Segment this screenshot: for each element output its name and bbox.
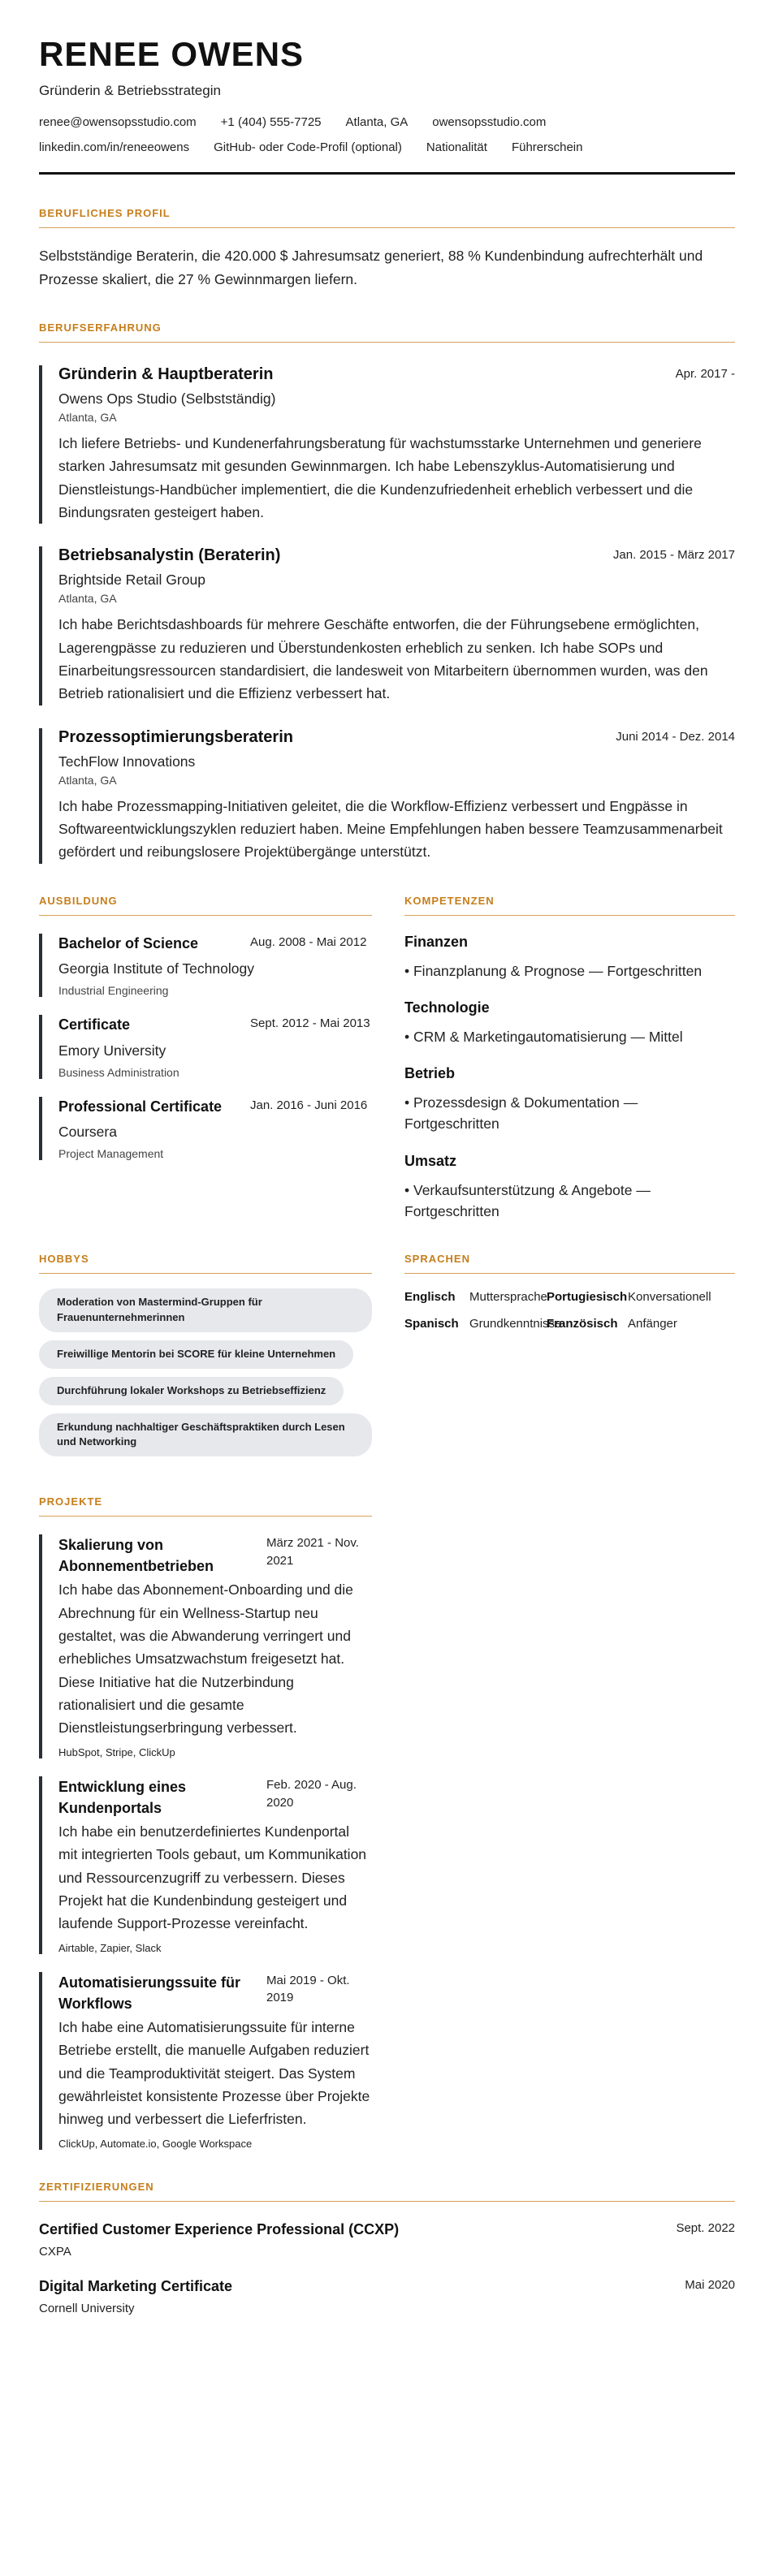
project-description: Ich habe ein benutzerdefiniertes Kundenportal mit integrierten Tools gebaut, um Kommunikation und Ressourcenzugriff zu verbessern. Dieses Projekt hat die Kundenbindung gesteigert und laufende Support-Prozesse vereinfacht. [58, 1823, 367, 1932]
languages-column [404, 1222, 735, 1465]
job-company: TechFlow Innovations [58, 753, 196, 770]
hobbies-column [39, 1222, 372, 1465]
edu-degree: Bachelor of Science [58, 934, 199, 951]
language-level: Anfänger [628, 1317, 677, 1331]
education-item [39, 934, 372, 998]
job-title: Betriebsanalystin (Beraterin) [58, 546, 281, 565]
edu-date: Aug. 2008 - Mai 2012 [250, 934, 367, 949]
job-date: Jan. 2015 - März 2017 [612, 548, 735, 563]
project-description: Ich habe das Abonnement-Onboarding und die Abrechnung für ein Wellness-Startup neu gestaltet, was die Abwanderung verringert und erhebliches Umsatzwachstum freigesetzt hat. Diese Initiative hat die Nutzerbindung rationalisiert und die gesamte Dienstleistungserbringung verbessert. [58, 1581, 353, 1737]
hobby-tag: Erkundung nachhaltiger Geschäftspraktiken durch Lesen und Networking [39, 1413, 372, 1457]
language-name: Spanisch [404, 1317, 459, 1331]
project-date: Feb. 2020 - Aug. 2020 [266, 1777, 357, 1810]
language-name: Portugiesisch [547, 1290, 628, 1305]
project-title: Automatisierungssuite für Workflows [58, 1974, 241, 2012]
experience-item [39, 728, 735, 864]
section-title-projects: PROJEKTE [39, 1495, 372, 1517]
hobby-tag: Moderation von Mastermind-Gruppen für Frauenunternehmerinnen [39, 1288, 372, 1332]
project-date: März 2021 - Nov. 2021 [266, 1536, 359, 1568]
education-column [39, 864, 372, 1223]
project-title: Skalierung von Abonnementbetrieben [58, 1537, 214, 1575]
project-item [39, 1972, 372, 2150]
language-name: Englisch [404, 1290, 456, 1305]
linkedin-link[interactable]: linkedin.com/in/reneeowens [39, 140, 190, 155]
section-title-hobbies: HOBBYS [39, 1253, 372, 1274]
job-location: Atlanta, GA [58, 592, 117, 606]
nationality-text: Nationalität [426, 140, 487, 155]
cert-name: Digital Marketing Certificate [39, 2277, 233, 2294]
job-company: Owens Ops Studio (Selbstständig) [58, 390, 276, 407]
project-item [39, 1776, 372, 1954]
education-item [39, 1097, 372, 1161]
project-date: Mai 2019 - Okt. 2019 [266, 1973, 350, 2005]
language-grid [404, 1290, 735, 1331]
section-title-experience: BERUFSERFAHRUNG [39, 321, 735, 343]
skill-item: • CRM & Marketingautomatisierung — Mittel [404, 1028, 683, 1045]
job-description: Ich liefere Betriebs- und Kundenerfahrungsberatung für wachstumsstarke Unternehmen und generiere starken Jahresumsatz mit gesunden Gewinnmargen. Ich habe Lebenszyklus-Automatisierung und Dienstleistungs-Handbücher implementiert, die die Kundenzufriedenheit erheblich verbessert und die Bindungsraten gesteigert haben. [58, 434, 702, 520]
skill-item: • Verkaufsunterstützung & Angebote — Fortgeschritten [404, 1181, 651, 1219]
phone-text: +1 (404) 555-7725 [220, 115, 322, 130]
website-link[interactable]: owensopsstudio.com [432, 115, 547, 130]
profile-summary: Selbstständige Beraterin, die 420.000 $ Jahresumsatz generiert, 88 % Kundenbindung aufrechterhält und Prozesse skaliert, die 27 % Gewinnmargen liefern. [39, 248, 703, 287]
section-title-skills: KOMPETENZEN [404, 895, 735, 916]
hobby-tag: Durchführung lokaler Workshops zu Betriebseffizienz [39, 1377, 344, 1405]
project-tech: ClickUp, Automate.io, Google Workspace [58, 2137, 253, 2150]
project-item [39, 1534, 372, 1758]
cert-date: Mai 2020 [685, 2277, 735, 2292]
project-description: Ich habe eine Automatisierungssuite für interne Betriebe erstellt, die manuelle Aufgaben reduziert und die Teamproduktivität steigert. Das System gewährleistet konsistente Prozesse über Projekte hinweg und verbessert die Lieferfristen. [58, 2018, 370, 2128]
contact-row [39, 115, 735, 129]
experience-item [39, 546, 735, 705]
skill-item: • Finanzplanung & Prognose — Fortgeschritten [404, 962, 703, 979]
edu-degree: Certificate [58, 1016, 131, 1033]
cert-issuer: CXPA [39, 2244, 71, 2259]
experience-list [39, 365, 735, 864]
job-description: Ich habe Prozessmapping-Initiativen geleitet, die die Workflow-Effizienz verbessert und Engpässe in Softwareentwicklungszyklen reduziert haben. Meine Empfehlungen haben bessere Teamzusammenarbeit gefördert und reibungslosere Projektübergänge unterstützt. [58, 797, 723, 861]
job-company: Brightside Retail Group [58, 572, 205, 589]
email-link[interactable]: renee@owensopsstudio.com [39, 115, 197, 130]
experience-item [39, 365, 735, 524]
project-title: Entwicklung eines Kundenportals [58, 1778, 187, 1816]
edu-field: Project Management [58, 1147, 164, 1161]
edu-degree: Professional Certificate [58, 1098, 223, 1115]
section-title-profile: BERUFLICHES PROFIL [39, 207, 735, 228]
cert-issuer: Cornell University [39, 2301, 135, 2315]
skills-column [404, 864, 735, 1223]
location-text: Atlanta, GA [345, 115, 409, 130]
language-level: Konversationell [628, 1290, 711, 1305]
project-tech: Airtable, Zapier, Slack [58, 1941, 162, 1954]
projects-column [39, 1495, 372, 2149]
header-divider [39, 172, 735, 175]
edu-date: Sept. 2012 - Mai 2013 [250, 1016, 370, 1031]
cert-date: Sept. 2022 [676, 2220, 735, 2235]
cert-name: Certified Customer Experience Professional (CCXP) [39, 2220, 400, 2237]
section-title-languages: SPRACHEN [404, 1253, 735, 1274]
certification-item [39, 2221, 735, 2259]
job-description: Ich habe Berichtsdashboards für mehrere Geschäfte entworfen, die der Führungsebene ermöglichten, Lagerengpässe zu reduzieren und Überstundenkosten erheblich zu senken. Ich habe SOPs und Einarbeitungsressourcen standardisiert, die landesweit von Mitarbeitern übernommen wurden, was den Betrieb rationalisiert und die Effizienz verbessert hat. [58, 616, 708, 702]
candidate-name: RENEE OWENS [39, 35, 305, 73]
edu-date: Jan. 2016 - Juni 2016 [250, 1098, 368, 1112]
contact-row-secondary [39, 140, 735, 154]
edu-school: Coursera [58, 1124, 117, 1141]
hobby-tag: Freiwillige Mentorin bei SCORE für kleine Unternehmen [39, 1340, 353, 1369]
edu-field: Industrial Engineering [58, 984, 169, 998]
job-date: Apr. 2017 - [675, 366, 735, 381]
hobbies-languages-row [39, 1222, 735, 1465]
skill-category: Technologie [404, 999, 490, 1016]
job-date: Juni 2014 - Dez. 2014 [616, 729, 735, 744]
skill-category: Umsatz [404, 1152, 457, 1169]
language-level: Muttersprache [469, 1290, 547, 1305]
skill-item: • Prozessdesign & Dokumentation — Fortgeschritten [404, 1094, 638, 1133]
job-title: Prozessoptimierungsberaterin [58, 727, 293, 746]
project-tech: HubSpot, Stripe, ClickUp [58, 1745, 175, 1758]
job-title: Gründerin & Hauptberaterin [58, 365, 274, 383]
job-location: Atlanta, GA [58, 773, 117, 787]
skill-category: Finanzen [404, 933, 469, 950]
education-skills-row [39, 864, 735, 1223]
language-name: Französisch [547, 1317, 618, 1331]
hobby-list [39, 1288, 372, 1465]
language-level: Grundkenntnisse [469, 1317, 562, 1331]
license-text: Führerschein [511, 140, 583, 155]
job-location: Atlanta, GA [58, 410, 117, 424]
section-title-certifications: ZERTIFIZIERUNGEN [39, 2181, 735, 2202]
edu-field: Business Administration [58, 1065, 179, 1079]
certification-item [39, 2278, 735, 2315]
section-title-education: AUSBILDUNG [39, 895, 372, 916]
github-text: GitHub- oder Code-Profil (optional) [214, 140, 402, 155]
edu-school: Georgia Institute of Technology [58, 960, 254, 977]
skill-category: Betrieb [404, 1065, 456, 1082]
edu-school: Emory University [58, 1042, 166, 1059]
candidate-subtitle: Gründerin & Betriebsstrategin [39, 83, 221, 99]
education-item [39, 1015, 372, 1079]
